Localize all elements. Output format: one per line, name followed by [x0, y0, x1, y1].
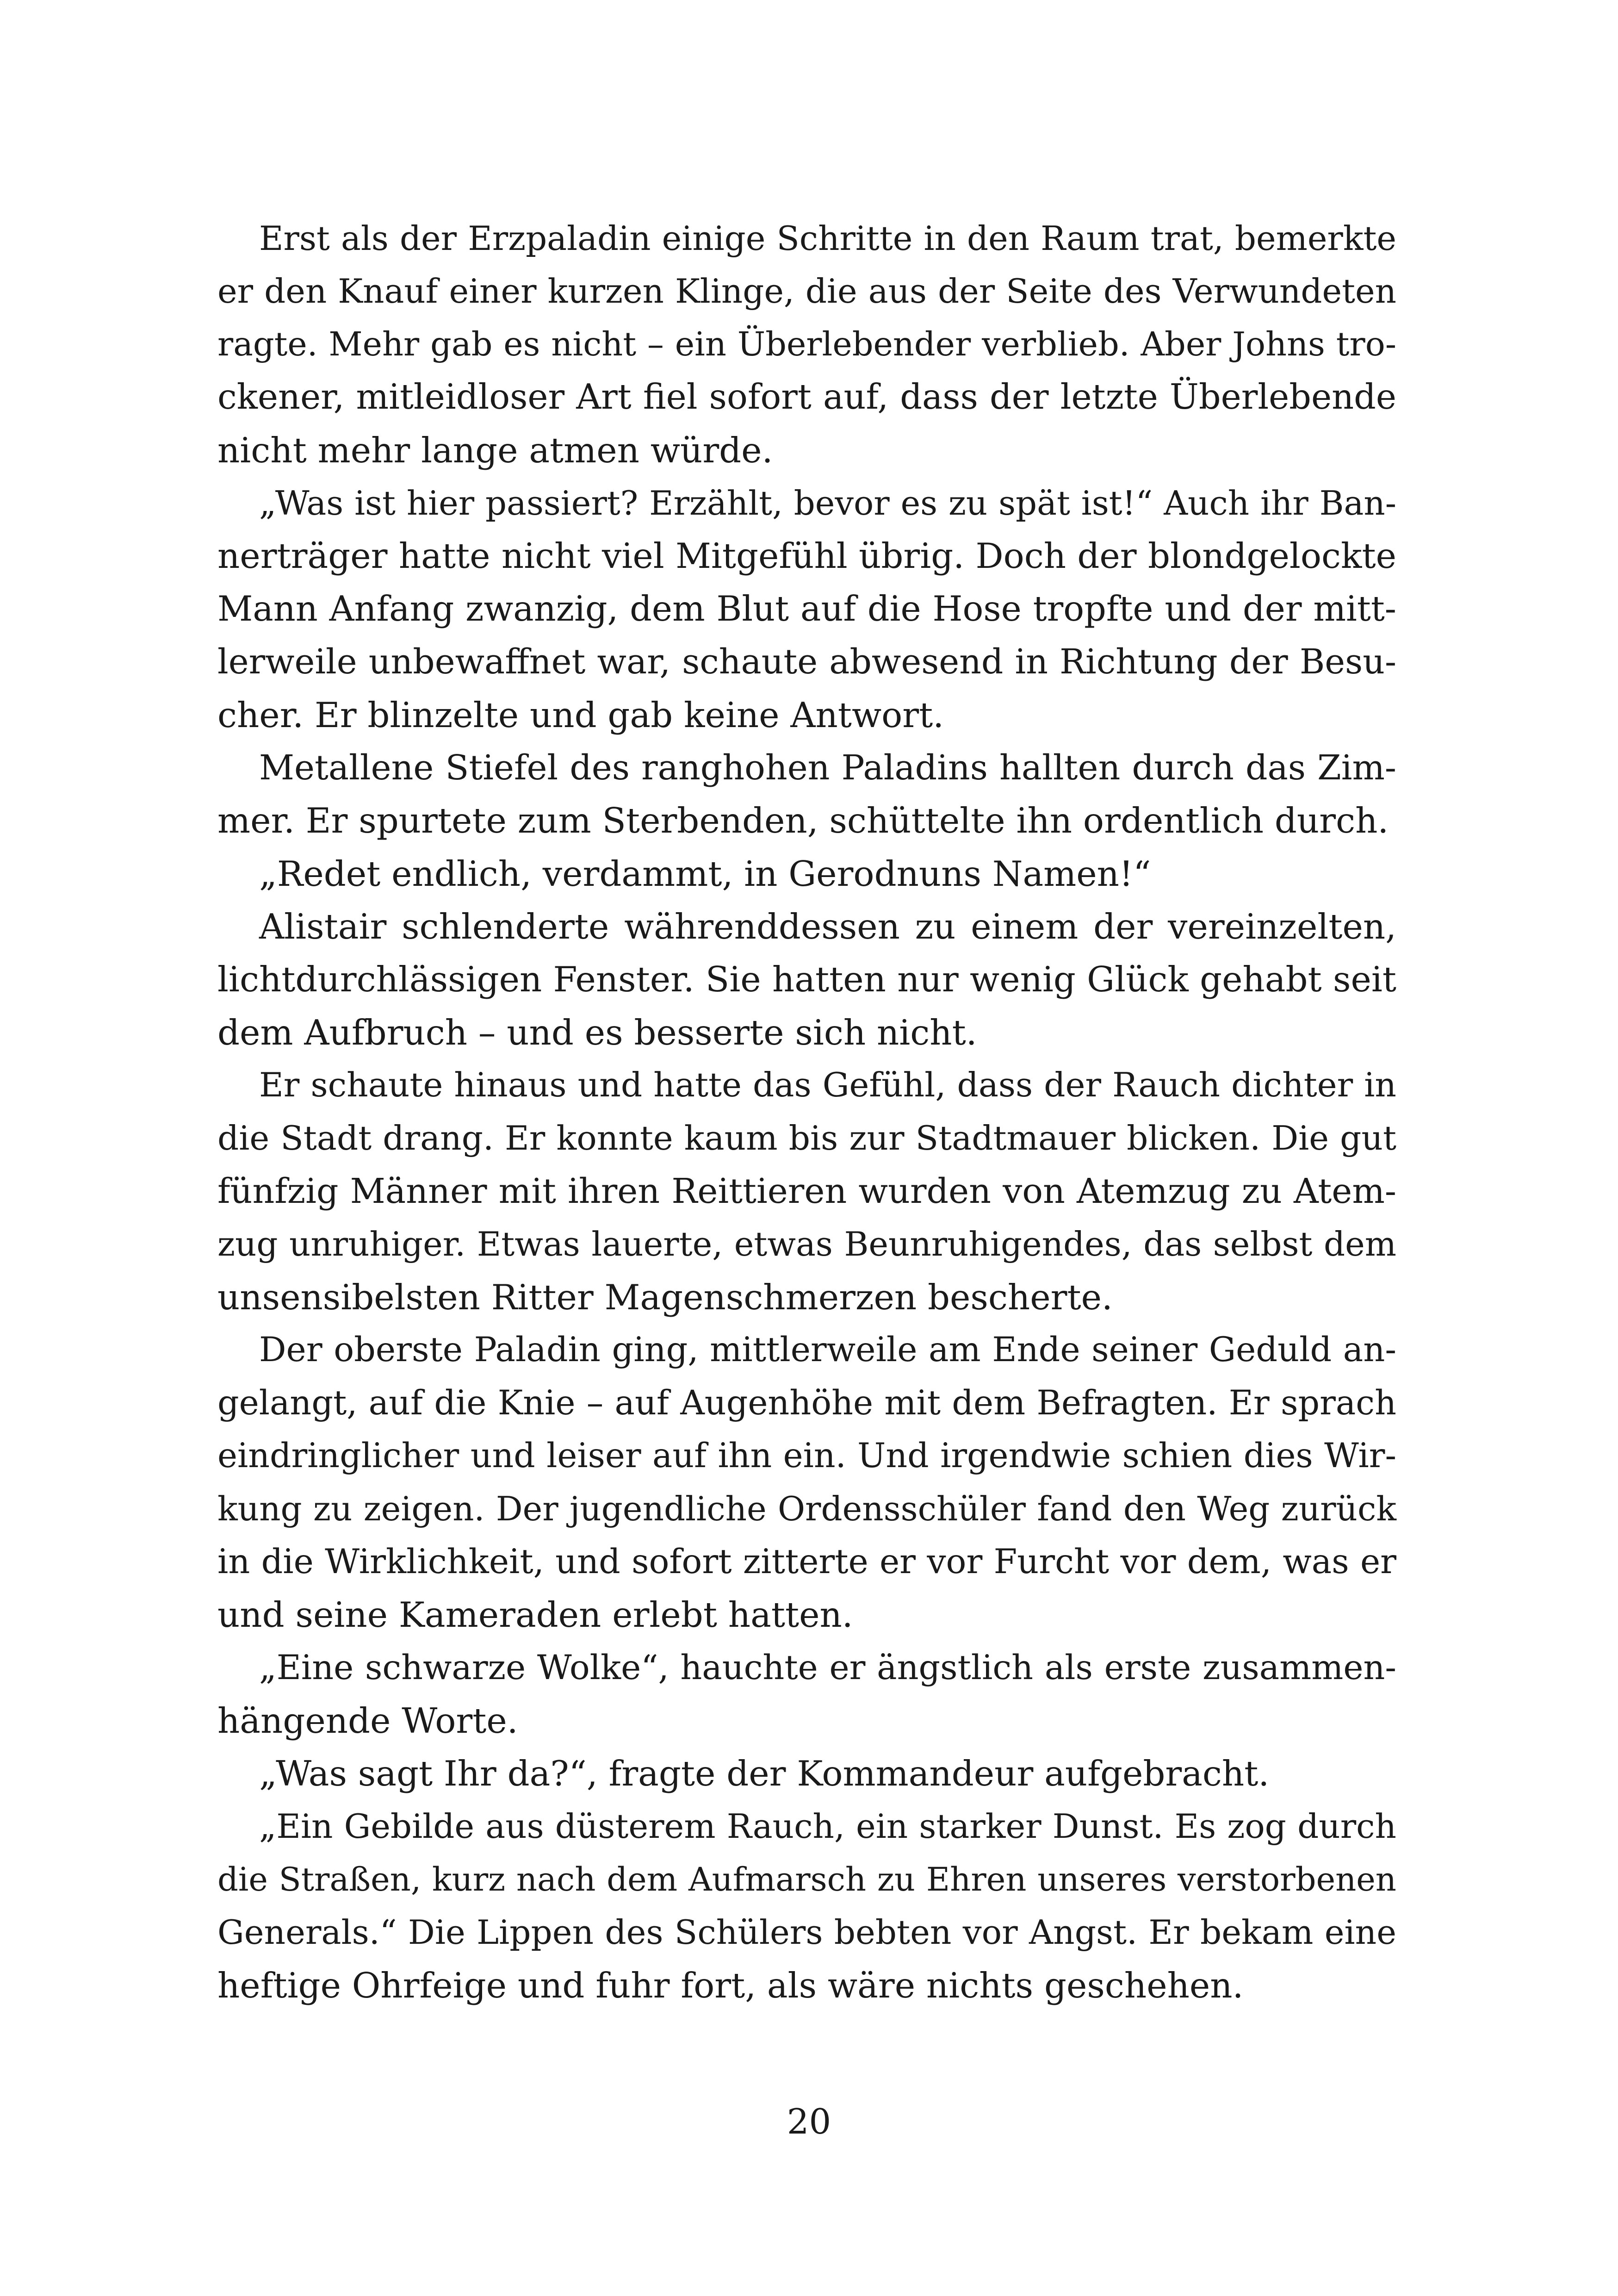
text-line: zug unruhiger. Etwas lauerte, etwas Beunruhigendes, das selbst dem: [217, 1225, 1396, 1264]
page-number: 20: [787, 2101, 831, 2142]
text-line: cher. Er blinzelte und gab keine Antwort.: [217, 694, 944, 735]
text-line: „Redet endlich, verdammt, in Gerodnuns Namen!“: [259, 853, 1151, 894]
text-line: Metallene Stiefel des ranghohen Paladins hallten durch das Zim-: [259, 747, 1396, 788]
text-line: Erst als der Erzpaladin einige Schritte in den Raum trat, bemerkte: [259, 219, 1396, 258]
text-line: lichtdurchlässigen Fenster. Sie hatten nur wenig Glück gehabt seit: [217, 959, 1396, 1000]
text-line: Alistair schlenderte währenddessen zu einem der vereinzelten,: [259, 906, 1396, 947]
text-line: „Ein Gebilde aus düsterem Rauch, ein starker Dunst. Es zog durch: [259, 1807, 1396, 1846]
text-line: Generals.“ Die Lippen des Schülers bebten vor Angst. Er bekam eine: [217, 1913, 1396, 1952]
text-line: dem Aufbruch – und es besserte sich nicht.: [217, 1012, 977, 1053]
text-line: Der oberste Paladin ging, mittlerweile am Ende seiner Geduld an-: [259, 1330, 1396, 1370]
text-line: kung zu zeigen. Der jugendliche Ordensschüler fand den Weg zurück: [217, 1489, 1396, 1529]
text-line: eindringlicher und leiser auf ihn ein. Und irgendwie schien dies Wir-: [217, 1436, 1396, 1475]
text-line: hängende Worte.: [217, 1700, 518, 1741]
text-line: mer. Er spurtete zum Sterbenden, schüttelte ihn ordentlich durch.: [217, 800, 1389, 841]
text-line: nicht mehr lange atmen würde.: [217, 429, 773, 471]
text-line: lerweile unbewaffnet war, schaute abwesend in Richtung der Besu-: [217, 642, 1396, 682]
text-line: er den Knauf einer kurzen Klinge, die aus der Seite des Verwundeten: [217, 272, 1396, 311]
text-line: „Eine schwarze Wolke“, hauchte er ängstlich als erste zusammen-: [259, 1648, 1396, 1687]
text-line: und seine Kameraden erlebt hatten.: [217, 1594, 853, 1636]
text-line: in die Wirklichkeit, und sofort zitterte er vor Furcht vor dem, was er: [217, 1542, 1396, 1581]
text-line: gelangt, auf die Knie – auf Augenhöhe mit dem Befragten. Er sprach: [217, 1383, 1396, 1423]
text-line: nerträger hatte nicht viel Mitgefühl übrig. Doch der blondgelockte: [217, 535, 1396, 577]
text-line: „Was ist hier passiert? Erzählt, bevor es zu spät ist!“ Auch ihr Ban-: [259, 483, 1396, 523]
text-line: unsensibelsten Ritter Magenschmerzen bescherte.: [217, 1276, 1113, 1318]
text-line: Er schaute hinaus und hatte das Gefühl, dass der Rauch dichter in: [259, 1066, 1396, 1105]
text-line: ckener, mitleidloser Art fiel sofort auf, dass der letzte Überlebende: [217, 377, 1396, 417]
text-line: die Straßen, kurz nach dem Aufmarsch zu Ehren unseres verstorbenen: [217, 1860, 1396, 1899]
text-line: „Was sagt Ihr da?“, fragte der Kommandeur aufgebracht.: [259, 1753, 1270, 1794]
text-line: heftige Ohrfeige und fuhr fort, als wäre nichts geschehen.: [217, 1965, 1244, 2006]
body-text: [217, 212, 1396, 2012]
text-line: fünfzig Männer mit ihren Reittieren wurden von Atemzug zu Atem-: [217, 1171, 1396, 1212]
text-line: ragte. Mehr gab es nicht – ein Überlebender verblieb. Aber Johns tro-: [217, 324, 1396, 363]
text-line: Mann Anfang zwanzig, dem Blut auf die Hose tropfte und der mitt-: [217, 588, 1396, 629]
text-line: die Stadt drang. Er konnte kaum bis zur Stadtmauer blicken. Die gut: [217, 1119, 1396, 1158]
